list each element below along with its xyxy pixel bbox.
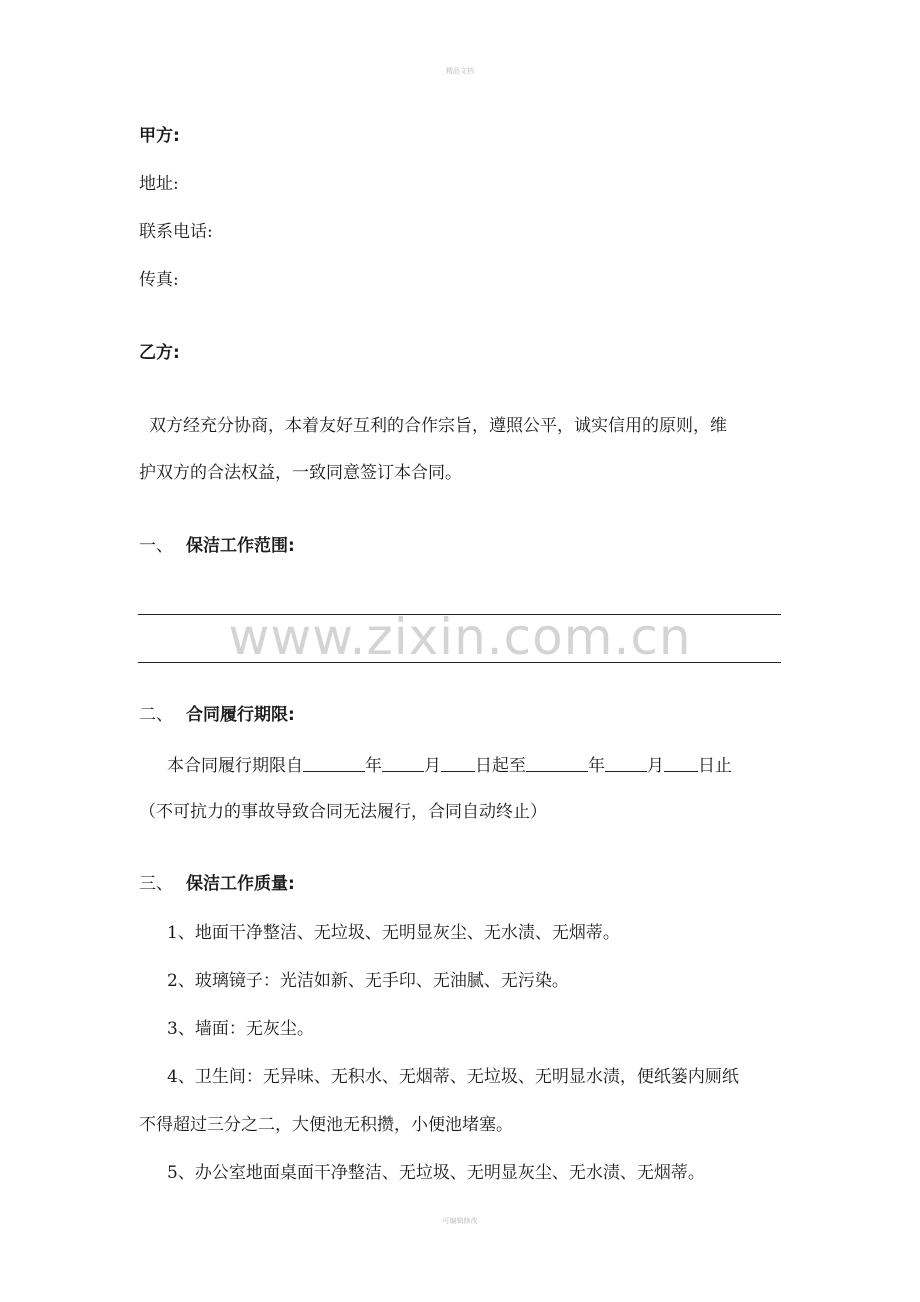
intro-line-2: 护双方的合法权益，一致同意签订本合同。	[139, 463, 462, 483]
party-a-label: 甲方:	[139, 126, 180, 146]
party-b-label: 乙方:	[139, 343, 180, 363]
section-1-number: 一、	[139, 536, 173, 556]
quality-item-3: 3、墙面：无灰尘。	[167, 1019, 314, 1039]
party-a-address: 地址:	[139, 174, 179, 194]
section-3-heading	[139, 876, 295, 893]
term-year-1: 年	[365, 756, 382, 776]
intro-line-1: 双方经充分协商，本着友好互利的合作宗旨，遵照公平，诚实信用的原则，维	[149, 416, 727, 436]
section-3-title: 保洁工作质量:	[186, 874, 295, 894]
start-month-blank[interactable]	[382, 756, 424, 772]
start-year-blank[interactable]	[303, 756, 365, 772]
page-footer: 可编辑修改	[442, 1217, 478, 1225]
quality-item-1: 1、地面干净整洁、无垃圾、无明显灰尘、无水渍、无烟蒂。	[167, 923, 620, 943]
term-note: （不可抗力的事故导致合同无法履行，合同自动终止）	[139, 802, 547, 822]
quality-item-5: 5、办公室地面桌面干净整洁、无垃圾、无明显灰尘、无水渍、无烟蒂。	[167, 1163, 705, 1183]
section-2-title: 合同履行期限:	[186, 705, 295, 725]
section-3-number: 三、	[139, 874, 173, 894]
watermark: www.zixin.com.cn	[228, 608, 692, 666]
term-day-to: 日止	[698, 756, 732, 776]
section-1-heading	[139, 538, 295, 555]
term-month-2: 月	[647, 756, 664, 776]
party-a-phone: 联系电话:	[139, 222, 213, 242]
quality-item-4: 4、卫生间：无异味、无积水、无烟蒂、无垃圾、无明显水渍，便纸篓内厕纸	[167, 1067, 739, 1087]
page-header: 精品文档	[446, 67, 474, 75]
term-month-1: 月	[424, 756, 441, 776]
section-2-number: 二、	[139, 705, 173, 725]
term-prefix: 本合同履行期限自	[167, 756, 303, 776]
start-day-blank[interactable]	[441, 756, 475, 772]
quality-item-2: 2、玻璃镜子：光洁如新、无手印、无油腻、无污染。	[167, 971, 569, 991]
party-a-fax: 传真:	[139, 270, 179, 290]
term-day-from: 日起至	[475, 756, 526, 776]
blank-rule-2	[138, 662, 781, 663]
quality-item-4-cont: 不得超过三分之二，大便池无积攒，小便池堵塞。	[139, 1115, 513, 1135]
term-year-2: 年	[588, 756, 605, 776]
section-2-heading	[139, 707, 295, 724]
blank-rule-1	[138, 614, 781, 615]
section-1-title: 保洁工作范围:	[186, 536, 295, 556]
end-year-blank[interactable]	[526, 756, 588, 772]
end-day-blank[interactable]	[664, 756, 698, 772]
term-line	[167, 756, 732, 775]
end-month-blank[interactable]	[605, 756, 647, 772]
